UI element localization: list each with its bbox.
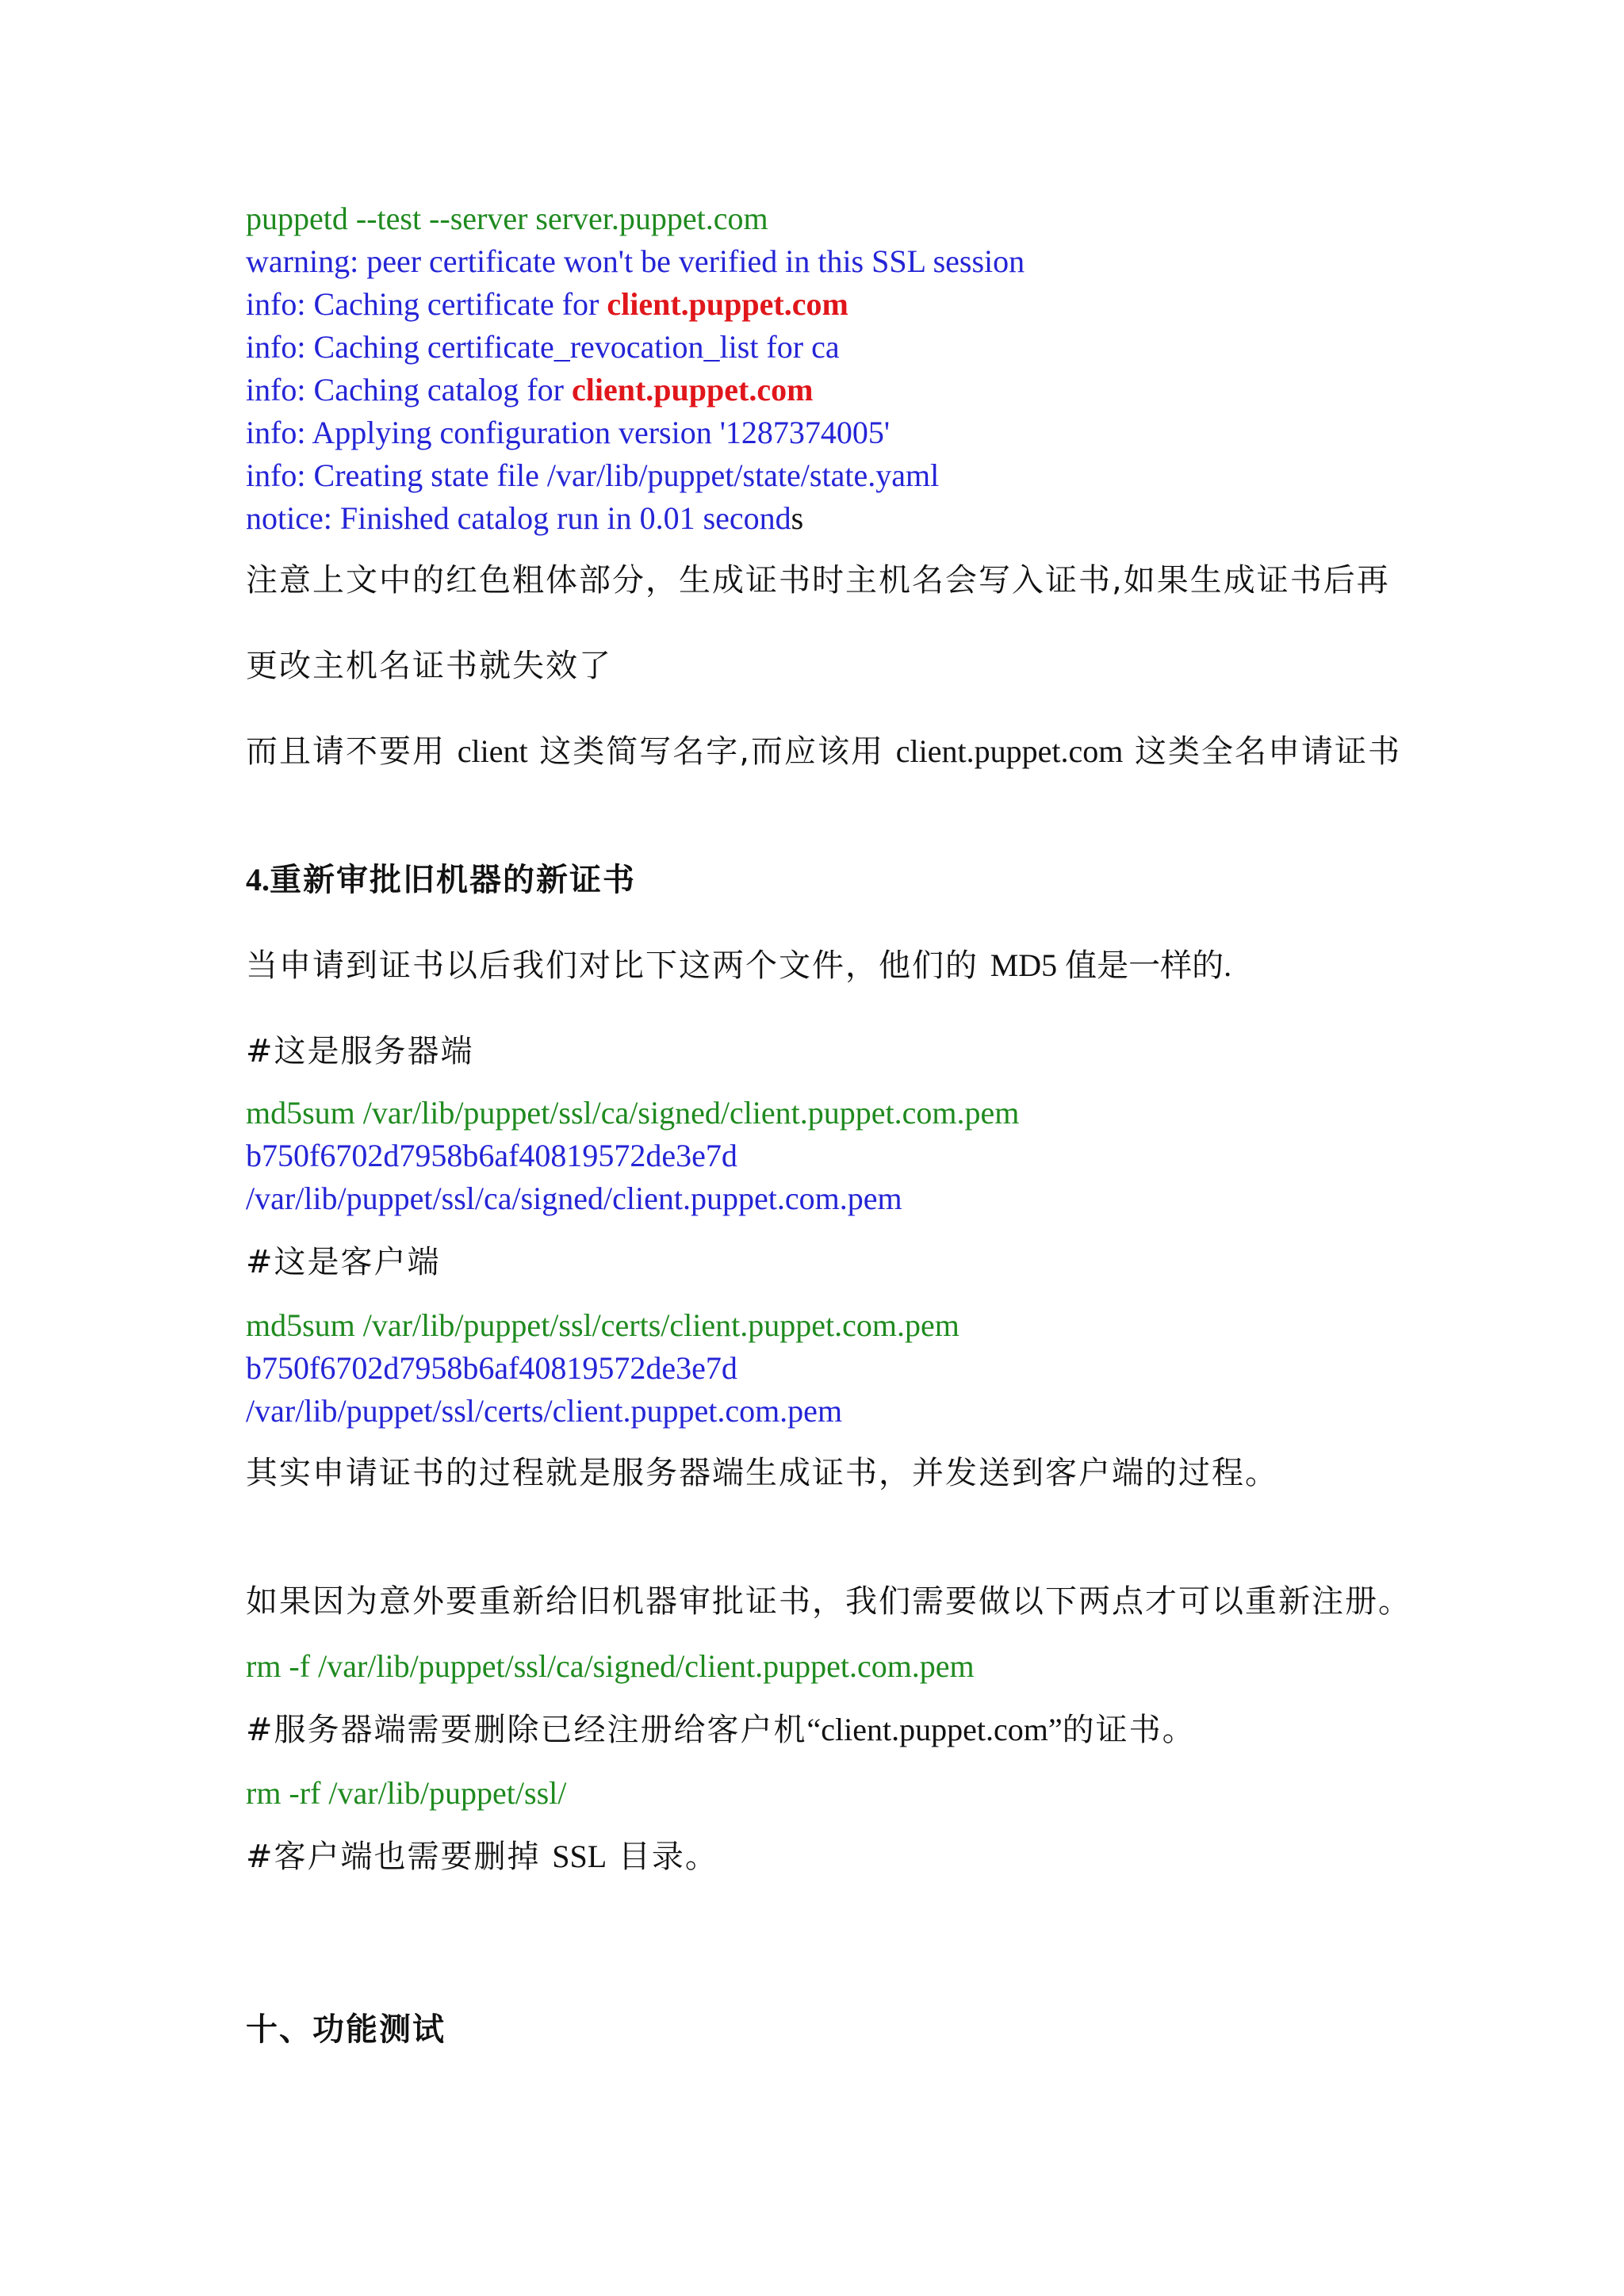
command-rm-client-ssl: rm -rf /var/lib/puppet/ssl/ — [246, 1775, 567, 1811]
section-heading-function-test: 十、功能测试 — [246, 2011, 446, 2048]
output-caching-certificate — [246, 286, 848, 322]
text-segment: MD5 — [990, 947, 1058, 983]
heading-number: 4. — [246, 862, 270, 897]
output-applying-config: info: Applying configuration version '1287374005' — [246, 415, 891, 450]
section-heading-reapprove — [246, 864, 636, 896]
text-segment: 这类简写名字,而应该用 — [527, 733, 896, 770]
paragraph-reregister: 如果因为意外要重新给旧机器审批证书，我们需要做以下两点才可以重新注册。 — [246, 1583, 1411, 1620]
output-md5-hash-server: b750f6702d7958b6af40819572de3e7d — [246, 1138, 737, 1173]
output-md5-hash-client: b750f6702d7958b6af40819572de3e7d — [246, 1350, 737, 1386]
text-segment: client — [457, 733, 528, 769]
text-segment: 这类全名申请证书 — [1123, 733, 1402, 770]
output-caching-crl: info: Caching certificate_revocation_list for ca — [246, 329, 840, 365]
comment-server-side: #这是服务器端 — [246, 1033, 474, 1070]
output-text-tail: s — [791, 500, 804, 536]
command-md5sum-client: md5sum /var/lib/puppet/ssl/certs/client.puppet.com.pem — [246, 1307, 959, 1343]
command-rm-server-cert: rm -f /var/lib/puppet/ssl/ca/signed/client.puppet.com.pem — [246, 1648, 975, 1684]
paragraph-cert-process: 其实申请证书的过程就是服务器端生成证书，并发送到客户端的过程。 — [246, 1455, 1278, 1491]
hostname-highlight: client.puppet.com — [571, 372, 814, 408]
paragraph-cert-invalid: 更改主机名证书就失效了 — [246, 648, 612, 684]
paragraph-full-name — [246, 733, 1402, 770]
comment-server-delete — [246, 1714, 1196, 1746]
command-puppetd-test: puppetd --test --server server.puppet.com — [246, 201, 768, 236]
text-segment: “client.puppet.com” — [806, 1712, 1063, 1747]
output-text: info: Caching certificate for — [246, 286, 607, 322]
output-text: info: Caching catalog for — [246, 372, 572, 408]
output-warning: warning: peer certificate won't be verified in this SSL session — [246, 243, 1025, 279]
text-segment: client.puppet.com — [895, 733, 1124, 769]
text-segment: #服务器端需要删除已经注册给客户机 — [246, 1712, 807, 1748]
text-segment: 而且请不要用 — [246, 733, 458, 770]
text-segment: #客户端也需要删掉 — [246, 1839, 553, 1875]
text-segment: 目录。 — [607, 1839, 718, 1875]
output-md5-path-server: /var/lib/puppet/ssl/ca/signed/client.puppet.com.pem — [246, 1181, 902, 1216]
output-caching-catalog — [246, 374, 813, 406]
command-md5sum-server: md5sum /var/lib/puppet/ssl/ca/signed/client.puppet.com.pem — [246, 1095, 1020, 1131]
heading-text: 重新审批旧机器的新证书 — [270, 862, 636, 898]
comment-client-side: #这是客户端 — [246, 1244, 441, 1280]
paragraph-note-hostname: 注意上文中的红色粗体部分，生成证书时主机名会写入证书,如果生成证书后再 — [246, 562, 1390, 599]
text-segment: 值是一样的. — [1057, 947, 1232, 983]
text-segment: 当申请到证书以后我们对比下这两个文件，他们的 — [246, 947, 990, 984]
output-text: notice: Finished catalog run in 0.01 second — [246, 500, 791, 536]
text-segment: SSL — [552, 1839, 607, 1874]
comment-client-delete — [246, 1841, 718, 1873]
output-finished-run — [246, 500, 804, 536]
hostname-highlight: client.puppet.com — [607, 286, 848, 322]
paragraph-compare-md5 — [246, 947, 1232, 984]
output-md5-path-client: /var/lib/puppet/ssl/certs/client.puppet.com.pem — [246, 1393, 843, 1429]
text-segment: 的证书。 — [1062, 1712, 1196, 1748]
output-creating-state: info: Creating state file /var/lib/puppet/state/state.yaml — [246, 457, 940, 493]
